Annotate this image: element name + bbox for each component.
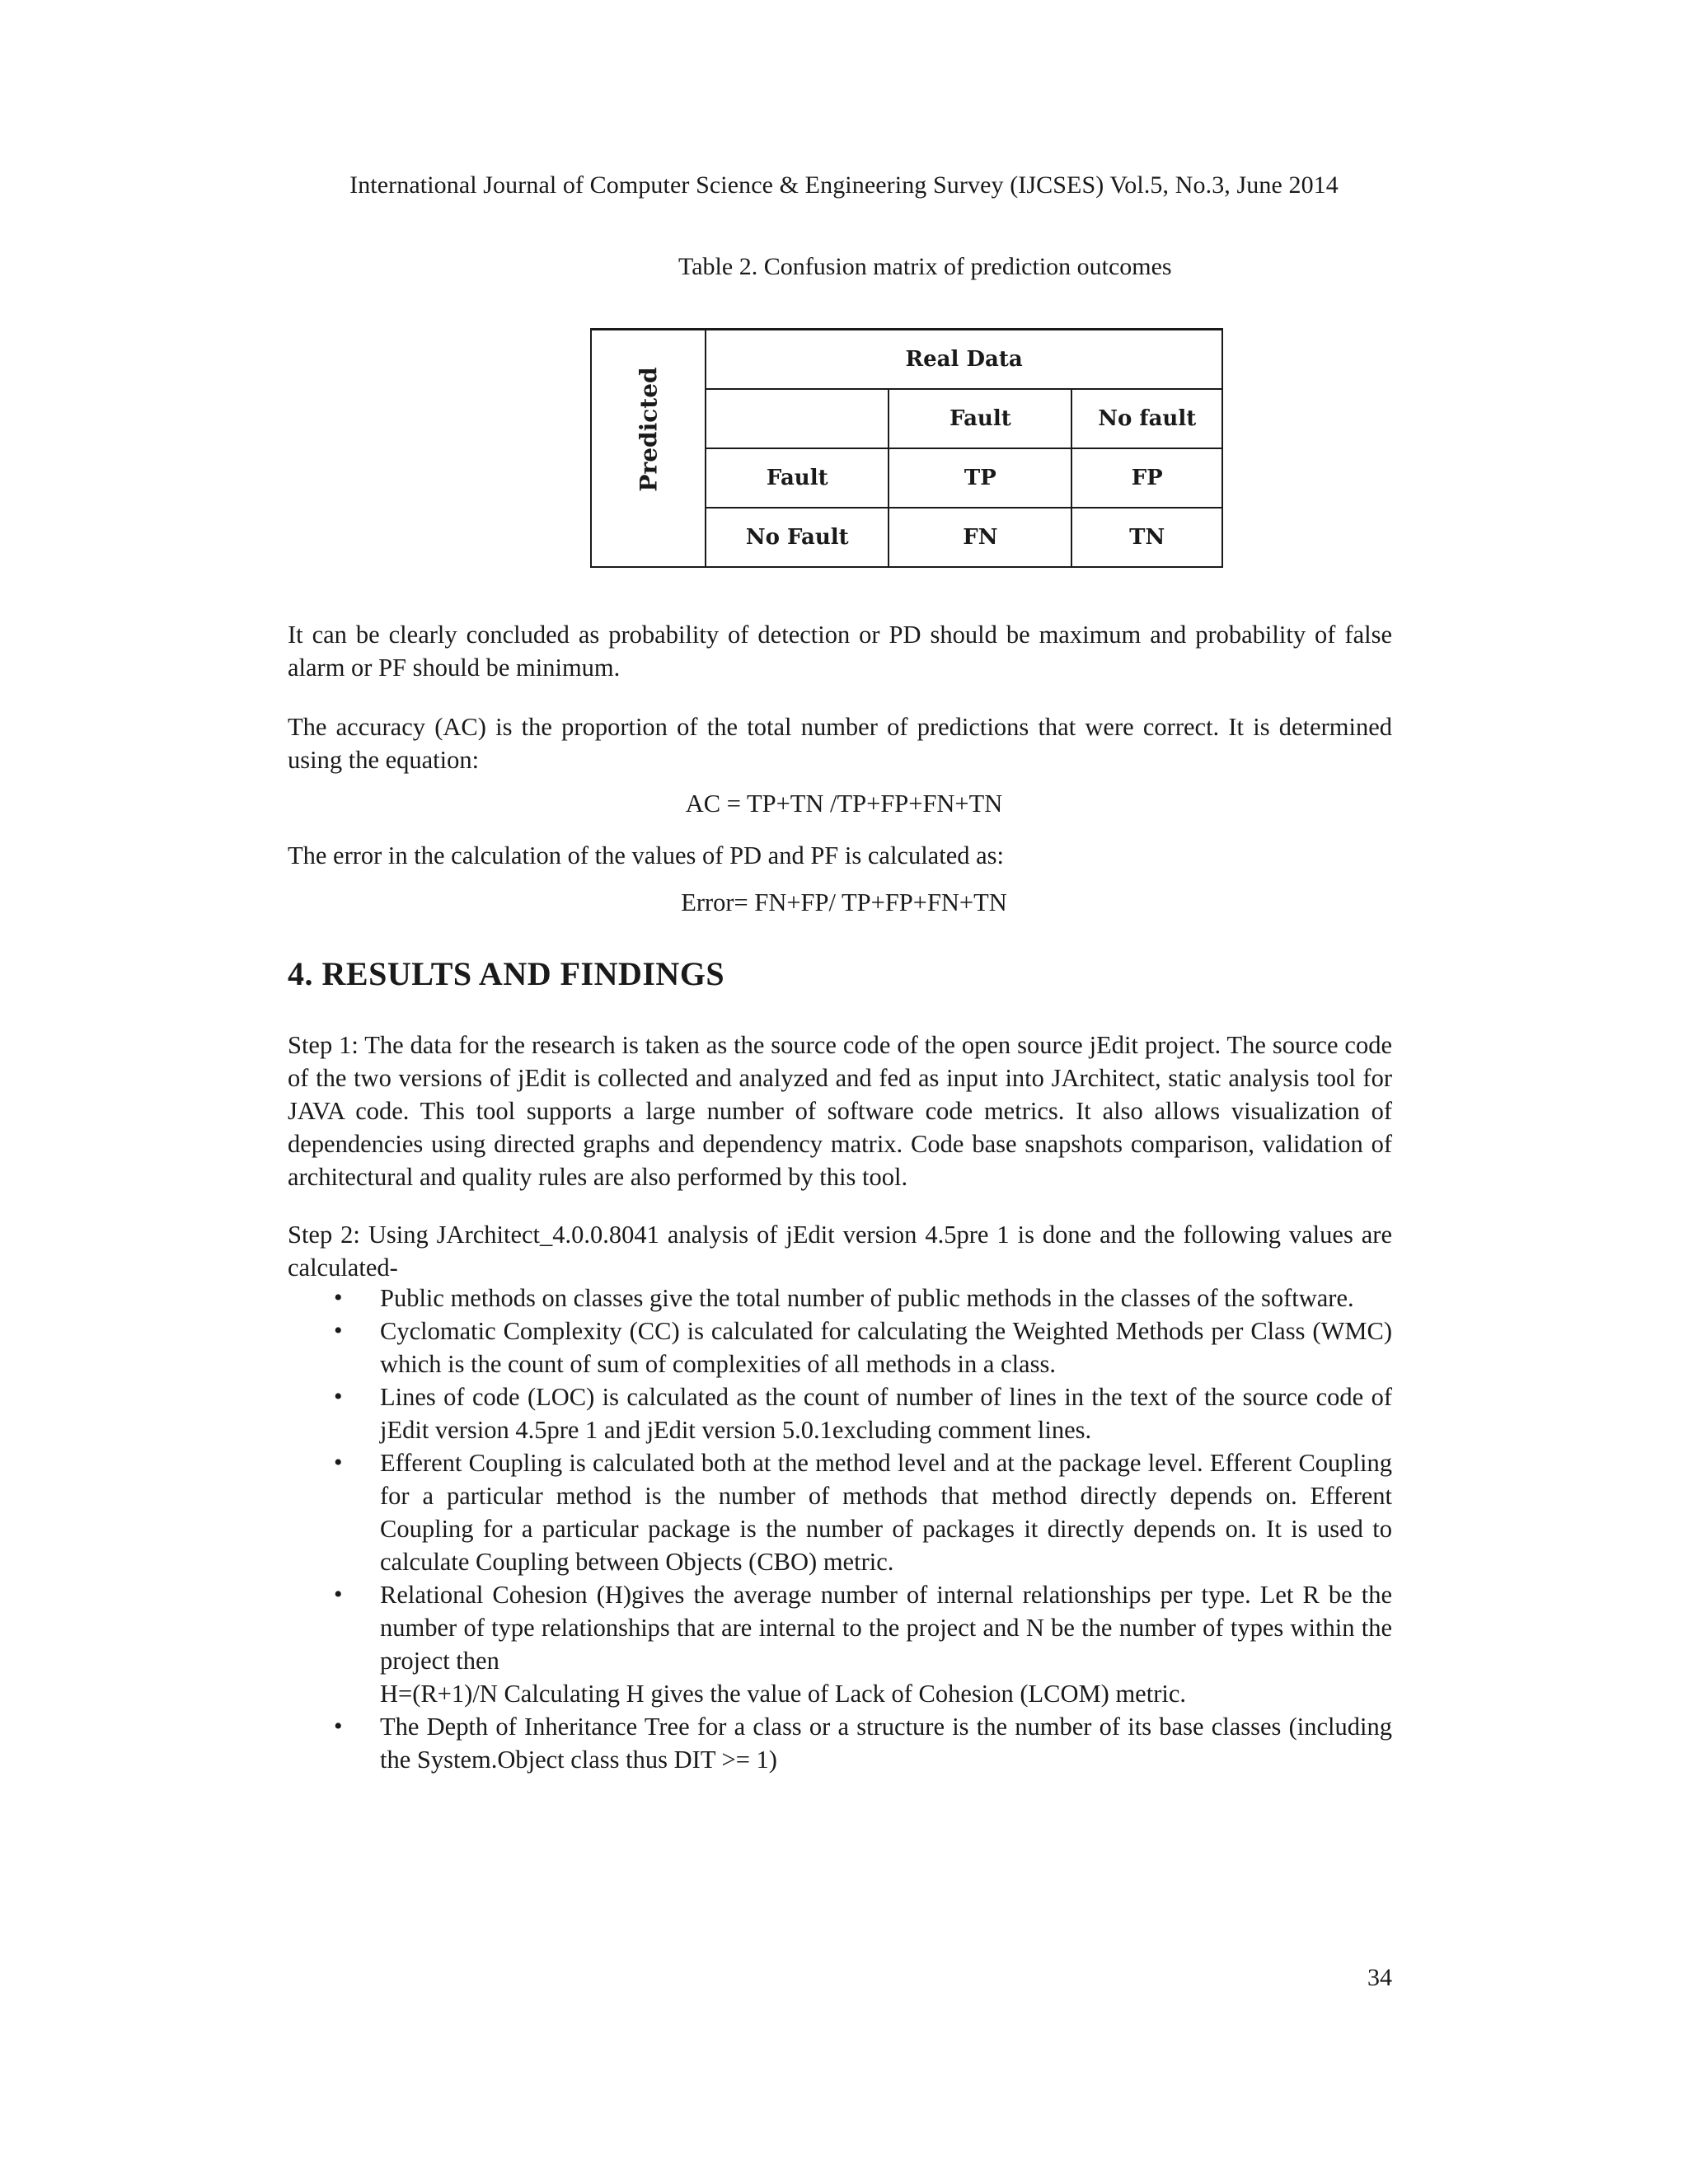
table-caption: Table 2. Confusion matrix of prediction outcomes (678, 253, 1172, 280)
row-header-no-fault: No Fault (706, 508, 889, 567)
col-header-fault: Fault (889, 389, 1071, 448)
col-header-no-fault: No fault (1071, 389, 1222, 448)
bullet-dot: • (334, 1284, 343, 1311)
confusion-matrix-table (590, 328, 1223, 568)
metrics-bullet-list (288, 1282, 1392, 1776)
row-header-fault: Fault (706, 448, 889, 508)
paragraph-step-2: Step 2: Using JArchitect_4.0.0.8041 analysis of jEdit version 4.5pre 1 is done and the following values are calculated- (288, 1221, 1392, 1282)
list-item (288, 1446, 1392, 1578)
list-item (288, 1578, 1392, 1710)
predicted-axis-cell (591, 330, 706, 568)
bullet-text: Public methods on classes give the total number of public methods in the classes of the software. (380, 1284, 1354, 1312)
bullet-dot: • (334, 1317, 343, 1344)
equation-accuracy: AC = TP+TN /TP+FP+FN+TN (685, 790, 1003, 818)
paragraph-accuracy: The accuracy (AC) is the proportion of the total number of predictions that were correct. It is determined using the equation: (288, 713, 1392, 774)
cell-tn: TN (1071, 508, 1222, 567)
list-item (288, 1710, 1392, 1776)
bullet-dot: • (334, 1449, 343, 1476)
bullet-text: Lines of code (LOC) is calculated as the count of number of lines in the text of the source code of jEdit version 4.5pre 1 and jEdit version 5.0.1excluding comment lines. (380, 1383, 1392, 1444)
cell-fp: FP (1071, 448, 1222, 508)
predicted-axis-label: Predicted (635, 367, 663, 492)
paragraph-error: The error in the calculation of the values of PD and PF is calculated as: (288, 841, 1004, 869)
bullet-dot: • (334, 1713, 343, 1740)
list-item (288, 1315, 1392, 1380)
section-heading: 4. RESULTS AND FINDINGS (288, 955, 725, 992)
bullet-text: Efferent Coupling is calculated both at the method level and at the package level. Efferent Coupling for a particular method is the number of methods that method directly depends on. Efferent Coupling for a particular package is the number of packages it directly depends on. It is used to calculate Coupling between Objects (CBO) metric. (380, 1449, 1392, 1576)
running-header: International Journal of Computer Science & Engineering Survey (IJCSES) Vol.5, No.3, June 2014 (349, 171, 1339, 199)
bullet-dot: • (334, 1581, 343, 1608)
paragraph-pd-pf: It can be clearly concluded as probability of detection or PD should be maximum and probability of false alarm or PF should be minimum. (288, 621, 1392, 682)
cell-fn: FN (889, 508, 1071, 567)
equation-error: Error= FN+FP/ TP+FP+FN+TN (681, 888, 1007, 916)
bullet-text: Relational Cohesion (H)gives the average number of internal relationships per type. Let R be the number of type relationships that are internal to the project and N be the number of types within the project then (380, 1581, 1392, 1675)
real-data-header: Real Data (706, 330, 1222, 390)
bullet-text: Cyclomatic Complexity (CC) is calculated for calculating the Weighted Methods per Class (WMC) which is the count of sum of complexities of all methods in a class. (380, 1317, 1392, 1378)
bullet-dot: • (334, 1383, 343, 1410)
page-number: 34 (1367, 1964, 1392, 1991)
bullet-formula-line: H=(R+1)/N Calculating H gives the value of Lack of Cohesion (LCOM) metric. (380, 1680, 1186, 1708)
list-item (288, 1282, 1392, 1315)
list-item (288, 1380, 1392, 1446)
bullet-text: The Depth of Inheritance Tree for a class or a structure is the number of its base classes (including the System.Object class thus DIT >= 1) (380, 1713, 1392, 1774)
empty-corner-cell (706, 389, 889, 448)
cell-tp: TP (889, 448, 1071, 508)
paragraph-step-1: Step 1: The data for the research is taken as the source code of the open source jEdit project. The source code of the two versions of jEdit is collected and analyzed and fed as input into JArchitect, static analysis tool for JAVA code. This tool supports a large number of software code metrics. It also allows visualization of dependencies using directed graphs and dependency matrix. Code base snapshots comparison, validation of architectural and quality rules are also performed by this tool. (288, 1031, 1392, 1191)
